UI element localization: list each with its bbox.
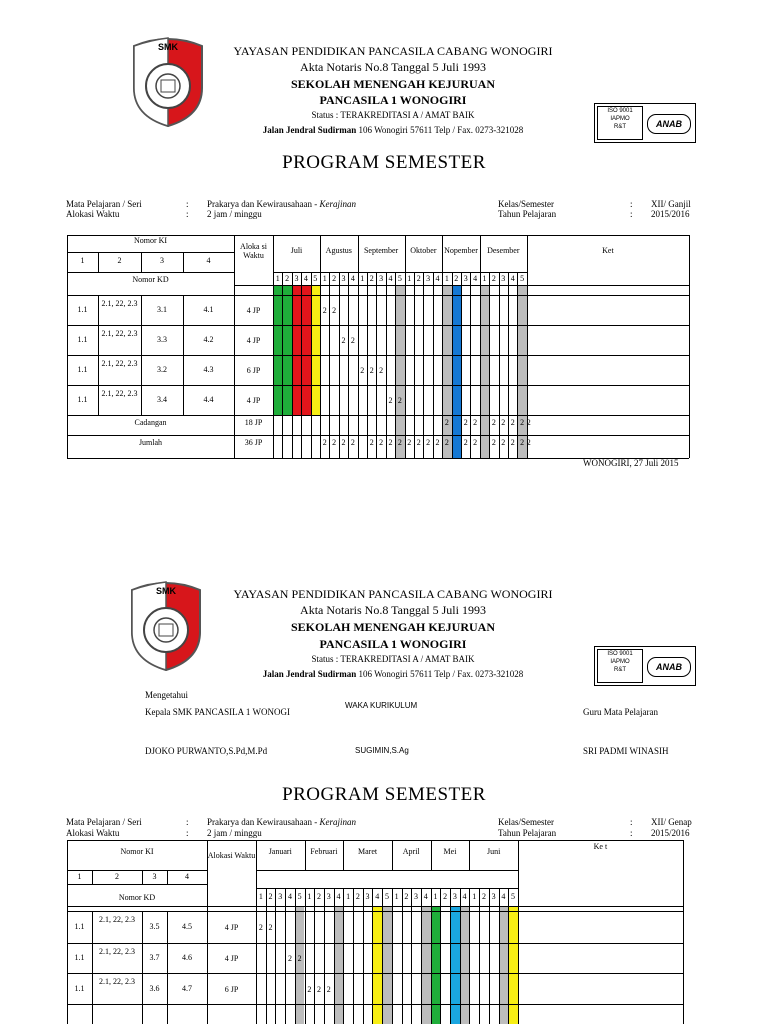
grid-line bbox=[683, 840, 684, 1024]
week-color-fill bbox=[450, 906, 460, 1024]
grid-line bbox=[256, 888, 257, 1024]
week-mark: 2 bbox=[332, 438, 337, 447]
grid-line bbox=[67, 840, 68, 1024]
grid-line bbox=[405, 272, 406, 458]
grid-line bbox=[314, 888, 315, 1024]
week-number: 2 bbox=[481, 892, 486, 901]
grid-line bbox=[433, 272, 434, 458]
week-color-fill bbox=[499, 906, 509, 1024]
grid-line bbox=[67, 355, 689, 356]
grid-line bbox=[207, 840, 208, 1024]
week-number: 3 bbox=[326, 892, 331, 901]
grid-line bbox=[414, 272, 415, 458]
ki2-cell: 2.1, 22, 2.3 bbox=[101, 359, 138, 368]
week-number: 3 bbox=[452, 892, 457, 901]
week-mark: 2 bbox=[397, 438, 402, 447]
notary-deed: Akta Notaris No.8 Tanggal 5 Juli 1993 bbox=[300, 60, 486, 74]
week-mark: 2 bbox=[426, 438, 431, 447]
page-title-2: PROGRAM SEMESTER bbox=[282, 784, 486, 805]
grid-line bbox=[67, 884, 207, 885]
week-mark: 2 bbox=[322, 306, 327, 315]
ki3-cell: 3.6 bbox=[149, 983, 160, 993]
month-header: Januari bbox=[268, 847, 292, 856]
grid-line bbox=[67, 906, 683, 907]
grid-line bbox=[67, 295, 689, 296]
svg-text:SMK: SMK bbox=[158, 42, 178, 52]
week-mark: 2 bbox=[287, 954, 292, 963]
week-color-fill bbox=[273, 285, 282, 415]
week-number: 2 bbox=[404, 892, 409, 901]
nomor-kd-header: Nomor KD bbox=[132, 275, 169, 284]
week-mark: 2 bbox=[526, 438, 531, 447]
grid-line bbox=[67, 272, 234, 273]
week-mark: 2 bbox=[322, 438, 327, 447]
week-mark: 2 bbox=[444, 438, 449, 447]
nomor-ki-header: Nomor KI bbox=[120, 847, 154, 856]
jp-cell: 6 JP bbox=[246, 366, 261, 375]
month-header: Maret bbox=[357, 847, 378, 856]
ki3-cell: 3.2 bbox=[157, 365, 167, 374]
grid-line bbox=[324, 888, 325, 1024]
month-header: Nopember bbox=[444, 246, 478, 255]
grid-line bbox=[67, 415, 689, 416]
grid-line bbox=[499, 272, 500, 458]
grid-line bbox=[266, 888, 267, 1024]
week-number: 2 bbox=[332, 274, 337, 283]
week-color-fill bbox=[480, 285, 489, 458]
week-mark: 2 bbox=[510, 418, 515, 427]
ki3-cell: 3.5 bbox=[149, 922, 160, 931]
ki1-cell: 1.1 bbox=[77, 365, 88, 374]
grid-line bbox=[469, 888, 470, 1024]
week-number: 1 bbox=[407, 274, 412, 283]
cadangan-label: Cadangan bbox=[134, 418, 167, 427]
grid-line bbox=[450, 888, 451, 1024]
grid-line bbox=[67, 870, 207, 871]
jumlah-label: Jumlah bbox=[138, 438, 163, 447]
grid-line bbox=[92, 911, 93, 1024]
grid-line bbox=[411, 888, 412, 1024]
grid-line bbox=[348, 272, 349, 458]
grid-line bbox=[353, 888, 354, 1024]
grid-line bbox=[395, 272, 396, 458]
grid-line bbox=[372, 888, 373, 1024]
ki1-cell: 1.1 bbox=[77, 395, 88, 404]
week-mark: 2 bbox=[501, 438, 506, 447]
week-number: 5 bbox=[384, 892, 389, 901]
grid-line bbox=[301, 272, 302, 458]
week-mark: 2 bbox=[341, 336, 346, 345]
week-color-fill bbox=[292, 285, 301, 415]
week-number: 2 bbox=[268, 892, 273, 901]
week-color-fill bbox=[372, 906, 382, 1024]
week-color-fill bbox=[517, 285, 526, 458]
iso-certification-badge: ISO 9001 IAPMO R&T ANAB bbox=[594, 646, 696, 686]
week-number: 3 bbox=[379, 274, 384, 283]
week-color-fill bbox=[452, 285, 461, 458]
grid-line bbox=[518, 888, 519, 1024]
week-mark: 2 bbox=[379, 366, 384, 375]
iapmo-mark: ISO 9001 IAPMO R&T bbox=[597, 106, 643, 140]
week-color-fill bbox=[311, 285, 320, 415]
ki4-cell: 4.1 bbox=[203, 305, 214, 314]
week-mark: 2 bbox=[369, 438, 374, 447]
ki4-cell: 4.5 bbox=[182, 922, 192, 931]
week-color-fill bbox=[395, 285, 404, 458]
nomor-kd-header: Nomor KD bbox=[118, 893, 156, 902]
week-mark: 2 bbox=[491, 438, 496, 447]
week-mark: 2 bbox=[379, 438, 384, 447]
ki3-cell: 3.4 bbox=[157, 395, 167, 404]
week-number: 5 bbox=[397, 274, 402, 283]
ki1-cell: 1.1 bbox=[74, 953, 85, 962]
ki1-cell: 1.1 bbox=[77, 305, 88, 314]
grid-line bbox=[67, 385, 689, 386]
grid-line bbox=[367, 272, 368, 458]
ki1-cell: 1.1 bbox=[74, 983, 85, 993]
grid-line bbox=[421, 888, 422, 1024]
week-number: 4 bbox=[375, 892, 380, 901]
ki4-cell: 4.4 bbox=[203, 395, 214, 404]
month-header: Juli bbox=[290, 246, 303, 255]
grid-line bbox=[67, 911, 683, 912]
week-mark: 2 bbox=[526, 418, 531, 427]
grid-line bbox=[489, 888, 490, 1024]
ki2-cell: 2.1, 22, 2.3 bbox=[99, 977, 135, 986]
grid-line bbox=[292, 272, 293, 458]
accreditation-status: Status : TERAKREDITASI A / AMAT BAIK bbox=[311, 110, 475, 120]
week-number: 4 bbox=[462, 892, 467, 901]
smk-logo bbox=[126, 580, 206, 672]
month-header: Mei bbox=[443, 847, 457, 856]
grid-line bbox=[329, 272, 330, 458]
week-number: 4 bbox=[473, 274, 478, 283]
ki2-cell: 2.1, 22, 2.3 bbox=[101, 299, 138, 308]
grid-line bbox=[363, 888, 364, 1024]
week-number: 2 bbox=[416, 274, 421, 283]
grid-line bbox=[67, 840, 683, 841]
grid-line bbox=[452, 272, 453, 458]
grid-line bbox=[479, 888, 480, 1024]
week-mark: 2 bbox=[350, 438, 355, 447]
jp-cell: 4 JP bbox=[224, 923, 239, 932]
week-number: 2 bbox=[369, 274, 374, 283]
grid-line bbox=[67, 435, 689, 436]
ki-column-header: 4 bbox=[206, 256, 211, 265]
week-number: 2 bbox=[443, 892, 448, 901]
grid-line bbox=[358, 272, 359, 458]
grid-line bbox=[382, 888, 383, 1024]
ket-header: Ket bbox=[602, 246, 614, 255]
grid-line bbox=[431, 888, 432, 1024]
week-mark: 2 bbox=[463, 438, 468, 447]
month-header: Agustus bbox=[325, 246, 352, 255]
ki1-cell: 1.1 bbox=[77, 335, 88, 344]
week-color-fill bbox=[295, 906, 305, 1024]
alokasi-header: Aloka si Waktu bbox=[240, 242, 267, 260]
week-color-fill bbox=[431, 906, 441, 1024]
week-number: 4 bbox=[388, 274, 393, 283]
ki3-cell: 3.1 bbox=[157, 305, 167, 314]
week-number: 4 bbox=[287, 892, 292, 901]
jumlah-jp: 36 JP bbox=[244, 438, 263, 447]
ki-column-header: 2 bbox=[115, 872, 119, 881]
week-number: 1 bbox=[472, 892, 477, 901]
week-number: 3 bbox=[491, 892, 496, 901]
ki2-cell: 2.1, 22, 2.3 bbox=[99, 915, 135, 924]
week-number: 3 bbox=[365, 892, 370, 901]
grid-line bbox=[334, 888, 335, 1024]
week-color-fill bbox=[301, 285, 310, 415]
grid-line bbox=[508, 272, 509, 458]
week-number: 4 bbox=[423, 892, 428, 901]
week-mark: 2 bbox=[491, 418, 496, 427]
grid-line bbox=[423, 272, 424, 458]
week-mark: 2 bbox=[501, 418, 506, 427]
week-number: 2 bbox=[454, 274, 459, 283]
grid-line bbox=[343, 888, 344, 1024]
week-color-fill bbox=[508, 906, 518, 1024]
grid-line bbox=[320, 272, 321, 458]
school-address: Jalan Jendral Sudirman 106 Wonogiri 57611 Telp / Fax. 0273-321028 bbox=[262, 125, 524, 135]
ki3-cell: 3.3 bbox=[157, 335, 167, 344]
alokasi-header: Alokasi Waktu bbox=[207, 851, 256, 860]
ki-column-header: 4 bbox=[185, 872, 189, 881]
ki-column-header: 1 bbox=[80, 256, 85, 265]
anab-mark: ANAB bbox=[647, 114, 691, 134]
jp-cell: 6 JP bbox=[224, 984, 239, 994]
grid-line bbox=[480, 272, 481, 458]
jp-cell: 4 JP bbox=[246, 396, 261, 405]
grid-line bbox=[442, 272, 443, 458]
ki4-cell: 4.7 bbox=[182, 983, 192, 993]
page-title-1: PROGRAM SEMESTER bbox=[282, 152, 486, 173]
week-number: 3 bbox=[294, 274, 299, 283]
grid-line bbox=[470, 272, 471, 458]
grid-line bbox=[282, 272, 283, 458]
smk-logo bbox=[128, 36, 208, 128]
grid-line bbox=[67, 943, 683, 944]
month-header: Desember bbox=[487, 246, 520, 255]
week-number: 1 bbox=[346, 892, 351, 901]
week-number: 4 bbox=[303, 274, 308, 283]
week-mark: 2 bbox=[407, 438, 412, 447]
week-mark: 2 bbox=[369, 366, 374, 375]
week-number: 1 bbox=[482, 274, 487, 283]
week-number: 4 bbox=[336, 892, 341, 901]
week-mark: 2 bbox=[435, 438, 440, 447]
week-mark: 2 bbox=[332, 306, 337, 315]
ki-column-header: 2 bbox=[117, 256, 122, 265]
week-color-fill bbox=[442, 285, 451, 458]
iso-certification-badge bbox=[594, 103, 696, 143]
month-header: September bbox=[363, 246, 399, 255]
grid-line bbox=[273, 272, 274, 458]
grid-line bbox=[527, 272, 528, 458]
week-mark: 2 bbox=[307, 984, 312, 994]
ki4-cell: 4.2 bbox=[203, 335, 214, 344]
school-name: PANCASILA 1 WONOGIRI bbox=[319, 93, 467, 107]
grid-line bbox=[256, 870, 518, 871]
week-number: 4 bbox=[435, 274, 440, 283]
week-mark: 2 bbox=[350, 336, 355, 345]
grid-line bbox=[461, 272, 462, 458]
week-number: 1 bbox=[394, 892, 399, 901]
nomor-ki-header: Nomor KI bbox=[133, 236, 168, 245]
week-number: 1 bbox=[258, 892, 263, 901]
week-mark: 2 bbox=[444, 418, 449, 427]
week-mark: 2 bbox=[341, 438, 346, 447]
week-number: 3 bbox=[426, 274, 431, 283]
week-mark: 2 bbox=[317, 984, 322, 994]
grid-line bbox=[67, 252, 234, 253]
ket-header: Ke t bbox=[593, 842, 608, 851]
week-color-fill bbox=[460, 906, 470, 1024]
grid-line bbox=[376, 272, 377, 458]
grid-line bbox=[67, 1004, 683, 1005]
grid-line bbox=[339, 272, 340, 458]
week-mark: 2 bbox=[388, 438, 393, 447]
week-number: 5 bbox=[520, 274, 525, 283]
week-mark: 2 bbox=[473, 418, 478, 427]
week-color-fill bbox=[421, 906, 431, 1024]
ki2-cell: 2.1, 22, 2.3 bbox=[101, 389, 138, 398]
week-mark: 2 bbox=[520, 418, 525, 427]
grid-line bbox=[402, 888, 403, 1024]
grid-line bbox=[275, 888, 276, 1024]
grid-line bbox=[517, 272, 518, 458]
week-number: 2 bbox=[355, 892, 360, 901]
week-color-fill bbox=[382, 906, 392, 1024]
ki-column-header: 3 bbox=[160, 256, 164, 265]
week-number: 1 bbox=[433, 892, 438, 901]
week-mark: 2 bbox=[520, 438, 525, 447]
month-header: Februari bbox=[310, 847, 338, 856]
week-number: 1 bbox=[444, 274, 449, 283]
week-number: 1 bbox=[307, 892, 312, 901]
foundation-name: YAYASAN PENDIDIKAN PANCASILA CABANG WONOGIRI bbox=[233, 44, 553, 58]
jp-cell: 4 JP bbox=[246, 336, 261, 345]
week-number: 3 bbox=[463, 274, 468, 283]
grid-line bbox=[489, 272, 490, 458]
week-mark: 2 bbox=[397, 396, 402, 405]
ki-column-header: 1 bbox=[77, 872, 82, 881]
grid-line bbox=[508, 888, 509, 1024]
week-mark: 2 bbox=[388, 396, 393, 405]
week-number: 1 bbox=[360, 274, 365, 283]
week-number: 4 bbox=[510, 274, 515, 283]
ki4-cell: 4.3 bbox=[203, 365, 214, 374]
ki3-cell: 3.7 bbox=[149, 953, 160, 962]
week-number: 5 bbox=[313, 274, 318, 283]
week-number: 5 bbox=[511, 892, 516, 901]
grid-line bbox=[386, 272, 387, 458]
week-number: 1 bbox=[275, 274, 280, 283]
week-color-fill bbox=[282, 285, 291, 415]
week-number: 1 bbox=[322, 274, 327, 283]
week-mark: 2 bbox=[360, 366, 365, 375]
grid-line bbox=[689, 235, 690, 458]
week-number: 3 bbox=[278, 892, 283, 901]
jp-cell: 4 JP bbox=[224, 954, 239, 963]
ki1-cell: 1.1 bbox=[74, 922, 85, 931]
week-number: 2 bbox=[285, 274, 290, 283]
grid-line bbox=[499, 888, 500, 1024]
week-number: 2 bbox=[317, 892, 322, 901]
grid-line bbox=[67, 973, 683, 974]
signing-date: WONOGIRI, 27 Juli 2015 bbox=[583, 458, 679, 468]
week-mark: 2 bbox=[268, 923, 273, 932]
grid-line bbox=[305, 888, 306, 1024]
week-mark: 2 bbox=[416, 438, 421, 447]
ki-column-header: 3 bbox=[152, 872, 157, 881]
ki2-cell: 2.1, 22, 2.3 bbox=[99, 947, 135, 956]
grid-line bbox=[392, 888, 393, 1024]
week-mark: 2 bbox=[463, 418, 468, 427]
jp-cell: 4 JP bbox=[246, 306, 261, 315]
week-mark: 2 bbox=[326, 984, 331, 994]
cadangan-jp: 18 JP bbox=[244, 418, 263, 427]
week-color-fill bbox=[334, 906, 344, 1024]
grid-line bbox=[311, 272, 312, 458]
week-mark: 2 bbox=[510, 438, 515, 447]
week-number: 3 bbox=[414, 892, 419, 901]
grid-line bbox=[67, 325, 689, 326]
ki2-cell: 2.1, 22, 2.3 bbox=[101, 329, 138, 338]
month-header: Oktober bbox=[410, 246, 437, 255]
week-number: 2 bbox=[491, 274, 496, 283]
week-number: 5 bbox=[297, 892, 302, 901]
month-header: Juni bbox=[486, 847, 501, 856]
week-number: 3 bbox=[341, 274, 346, 283]
svg-text:SMK: SMK bbox=[156, 586, 176, 596]
week-number: 3 bbox=[501, 274, 506, 283]
ki4-cell: 4.6 bbox=[182, 953, 192, 962]
week-number: 4 bbox=[501, 892, 506, 901]
week-mark: 2 bbox=[258, 923, 263, 932]
month-header: April bbox=[402, 847, 420, 856]
week-mark: 2 bbox=[297, 954, 302, 963]
week-number: 4 bbox=[350, 274, 355, 283]
grid-line bbox=[460, 888, 461, 1024]
week-mark: 2 bbox=[473, 438, 478, 447]
grid-line bbox=[440, 888, 441, 1024]
school-type: SEKOLAH MENENGAH KEJURUAN bbox=[290, 77, 496, 91]
